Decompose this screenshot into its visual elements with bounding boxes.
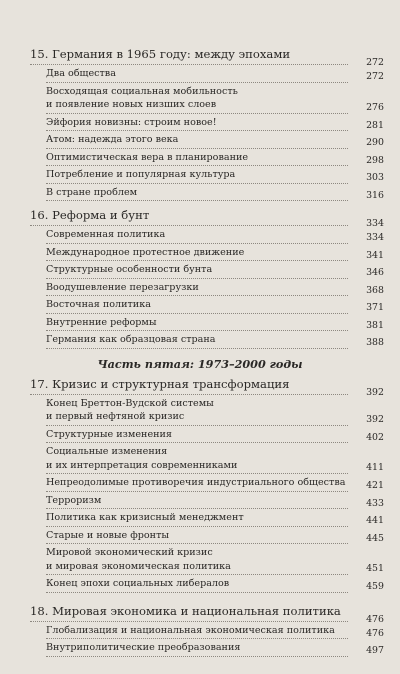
page-number: 392 [366,413,384,425]
chapter-title: 16. Реформа и бунт [30,208,150,222]
chapter-15 [0,46,400,68]
dotted-rule [46,200,348,201]
entry-title: Восточная политика [46,299,151,310]
toc-entry [0,186,400,200]
page-number: 451 [366,563,384,574]
toc-entry [0,529,400,543]
toc-entry [0,333,400,347]
dotted-rule [46,491,348,492]
dotted-rule [30,394,348,395]
dotted-rule [46,148,348,149]
entry-title: Германия как образцовая страна [46,334,216,345]
entry-title: Два общества [46,68,116,79]
entry-title: Современная политика [46,229,166,240]
toc-entry [0,546,400,573]
entry-title: Оптимистическая вера в планирование [46,151,249,163]
page-number: 411 [366,462,384,473]
dotted-rule [46,278,348,279]
page-number: 371 [366,302,384,313]
page-number: 272 [366,71,384,82]
entry-title: Эйфория новизны: строим новое! [46,116,217,128]
toc-entry [0,476,400,490]
entry-title-line2: и мировая экономическая политика [46,560,231,572]
page-number: 402 [366,431,384,443]
toc-entry [0,246,400,260]
dotted-rule [46,348,348,349]
entry-title: Внутриполитические преобразования [46,642,241,653]
dotted-rule [46,592,348,593]
chapter-18 [0,603,400,625]
page-number: 290 [366,137,384,148]
entry-title-line2: и появление новых низших слоев [46,99,217,110]
page-number: 341 [366,249,384,261]
dotted-rule [46,113,348,114]
toc-entry [0,397,400,424]
entry-title: Внутренние реформы [46,316,157,328]
page-number: 316 [366,189,384,201]
page-number: 276 [366,101,384,113]
dotted-rule [30,621,348,622]
dotted-rule [46,574,348,575]
page-number: 476 [366,627,384,639]
page-number: 421 [366,480,384,491]
chapter-title: 18. Мировая экономика и национальная политика [30,603,341,618]
page-number: 459 [366,581,384,592]
entry-title: Старые и новые фронты [46,529,170,541]
dotted-rule [46,473,348,474]
entry-title: Потребление и популярная культура [46,169,236,180]
dotted-rule [46,442,348,443]
table-of-contents [0,46,400,655]
dotted-rule [46,543,348,544]
entry-title: Структурные изменения [46,428,172,440]
page-number: 441 [366,515,384,526]
dotted-rule [46,183,348,184]
chapter-17 [0,376,400,398]
dotted-rule [46,638,348,639]
toc-entry [0,116,400,130]
dotted-rule [46,295,348,296]
dotted-rule [46,82,348,83]
entry-title-line2: и их интерпретация современниками [46,459,238,471]
chapter-16 [0,207,400,229]
entry-title: Социальные изменения [46,446,168,457]
toc-entry [0,494,400,508]
entry-title: Атом: надежда этого века [46,134,179,145]
page-number: 497 [366,645,384,656]
page-number: 281 [366,119,384,131]
part-heading: Часть пятая: 1973–2000 годы [97,356,303,371]
page-number: 388 [366,337,384,348]
toc-entry [0,577,400,591]
toc-entry [0,511,400,525]
entry-title: Мировой экономический кризис [46,547,213,558]
entry-title: В стране проблем [46,186,138,198]
page-number: 334 [366,218,384,229]
entry-title: Структурные особенности бунта [46,264,213,275]
page-number: 476 [366,613,384,625]
page-number: 272 [366,57,384,68]
entry-title: Непреодолимые противоречия индустриального общества [46,477,346,488]
toc-entry [0,263,400,277]
page-number: 381 [366,319,384,331]
chapter-title: 17. Кризис и структурная трансформация [30,376,290,391]
toc-entry [0,641,400,655]
page-number: 298 [366,154,384,166]
dotted-rule [30,64,348,65]
entry-title: Конец Бреттон-Вудской системы [46,397,214,409]
entry-title: Глобализация и национальная экономическая политика [46,624,335,636]
toc-entry [0,168,400,182]
page-number: 334 [366,232,384,243]
entry-title: Конец эпохи социальных либералов [46,578,230,589]
page-number: 433 [366,497,384,509]
dotted-rule [46,313,348,314]
entry-title: Восходящая социальная мобильность [46,85,238,97]
entry-title-line2: и первый нефтяной кризис [46,411,185,422]
page-number: 445 [366,532,384,544]
entry-title: Терроризм [46,494,102,506]
page-number: 392 [366,386,384,398]
dotted-rule [46,526,348,527]
toc-entry [0,133,400,147]
toc-entry [0,428,400,442]
dotted-rule [46,130,348,131]
toc-entry [0,624,400,638]
toc-entry [0,85,400,112]
dotted-rule [46,243,348,244]
page-number: 346 [366,267,384,278]
dotted-rule [46,260,348,261]
page-number: 368 [366,284,384,296]
dotted-rule [46,330,348,331]
toc-entry [0,67,400,81]
chapter-title: 15. Германия в 1965 году: между эпохами [30,47,291,61]
entry-title: Воодушевление перезагрузки [46,281,199,293]
dotted-rule [46,165,348,166]
dotted-rule [46,656,348,657]
entry-title: Международное протестное движение [46,246,245,258]
toc-entry [0,228,400,242]
dotted-rule [46,508,348,509]
entry-title: Политика как кризисный менеджмент [46,512,244,523]
dotted-rule [30,225,348,226]
dotted-rule [46,425,348,426]
toc-entry [0,298,400,312]
toc-entry [0,316,400,330]
toc-entry [0,281,400,295]
toc-entry [0,151,400,165]
page-number: 303 [366,172,384,183]
toc-entry [0,445,400,472]
